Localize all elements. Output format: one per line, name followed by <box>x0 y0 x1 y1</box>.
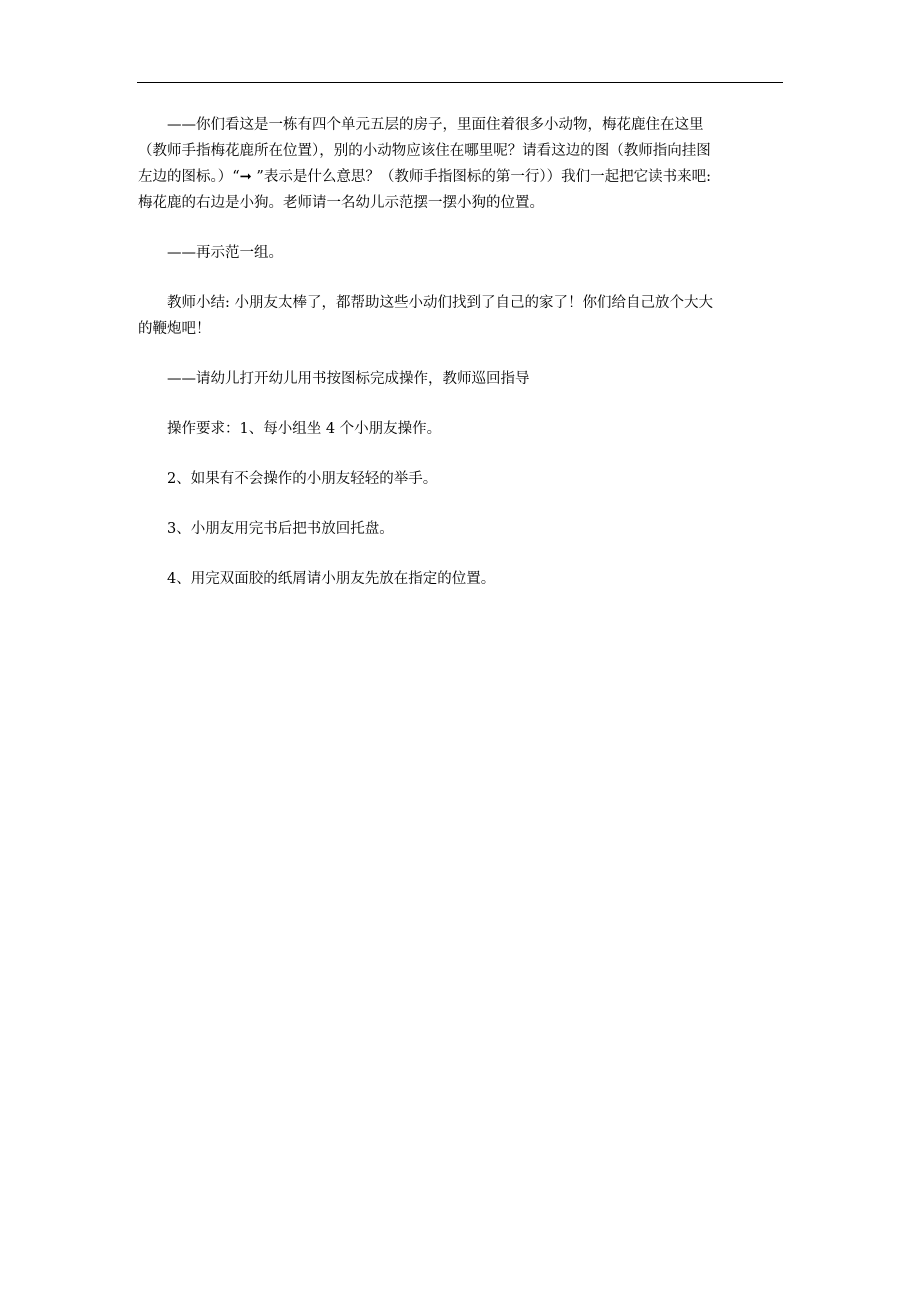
paragraph-requirement-3: 3、小朋友用完书后把书放回托盘。 <box>167 521 394 537</box>
paragraph-requirement-2: 2、如果有不会操作的小朋友轻轻的举手。 <box>167 471 438 487</box>
header-rule <box>137 82 783 83</box>
paragraph-summary <box>138 290 798 342</box>
paragraph-summary-line-2: 的鞭炮吧！ <box>138 321 211 337</box>
paragraph-intro-line-3: 左边的图标。）“➞ ”表示是什么意思？（教师手指图标的第一行））我们一起把它读书来吧: <box>138 169 711 185</box>
paragraph-intro-line-4: 梅花鹿的右边是小狗。老师请一名幼儿示范摆一摆小狗的位置。 <box>138 195 544 211</box>
paragraph-demo-again: ——再示范一组。 <box>167 245 283 261</box>
paragraph-instruction: ——请幼儿打开幼儿用书按图标完成操作，教师巡回指导 <box>167 371 530 387</box>
paragraph-requirement-1: 操作要求：1、每小组坐 4 个小朋友操作。 <box>167 421 442 437</box>
paragraph-requirement-4: 4、用完双面胶的纸屑请小朋友先放在指定的位置。 <box>167 571 496 587</box>
paragraph-intro-line-1: ——你们看这是一栋有四个单元五层的房子，里面住着很多小动物，梅花鹿住在这里 <box>167 117 704 133</box>
document-body <box>138 112 798 616</box>
paragraph-intro <box>138 112 798 216</box>
paragraph-summary-line-1: 教师小结: 小朋友太棒了，都帮助这些小动们找到了自己的家了！你们给自己放个大大 <box>167 295 713 311</box>
paragraph-intro-line-2: （教师手指梅花鹿所在位置），别的小动物应该住在哪里呢？请看这边的图（教师指向挂图 <box>138 143 711 159</box>
